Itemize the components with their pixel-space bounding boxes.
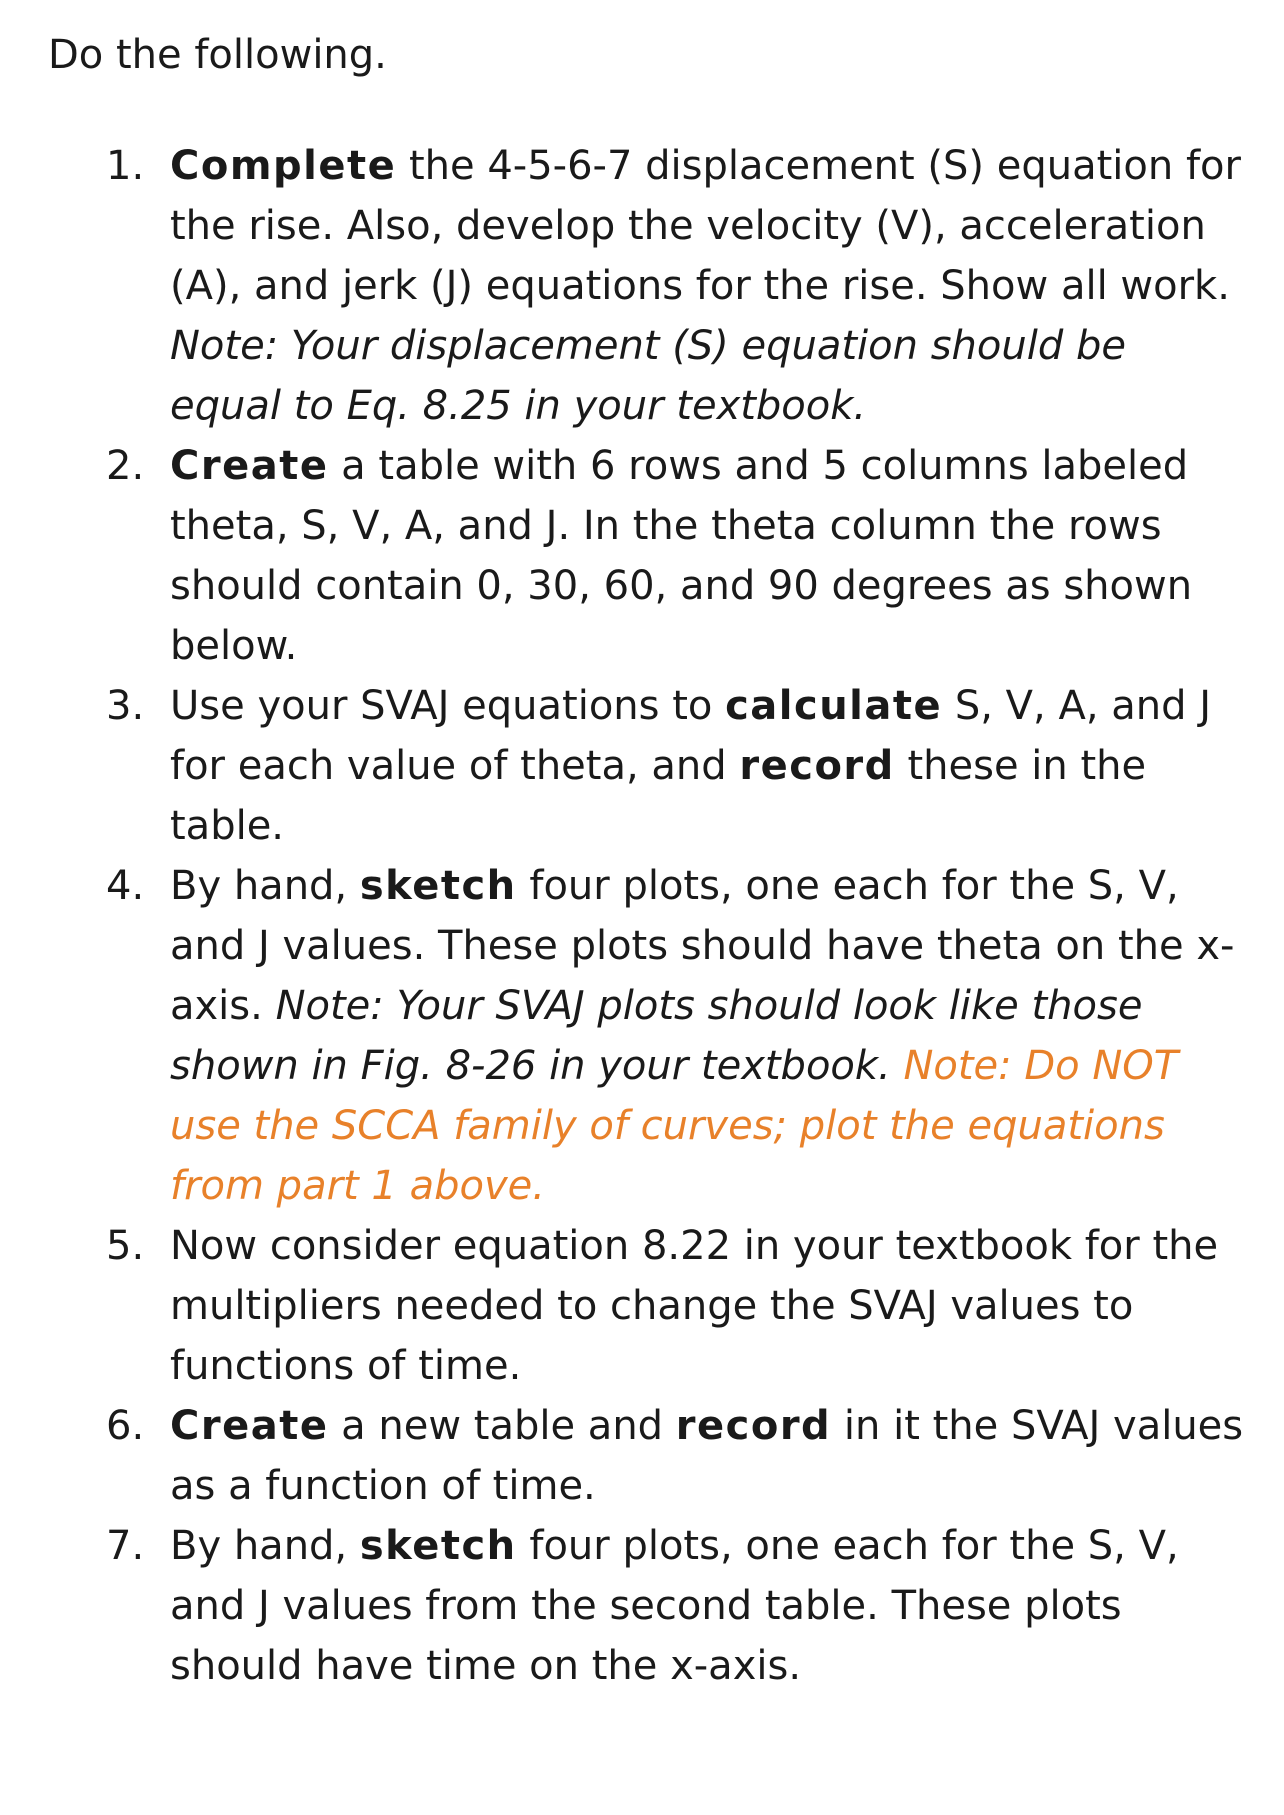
page-heading: Do the following. bbox=[48, 32, 387, 78]
task-text: these in the table. bbox=[170, 743, 1147, 849]
task-text: four plots, one each for the S, V, and J values. These plots should have theta on the x-axis. bbox=[170, 863, 1235, 1029]
task-list bbox=[0, 136, 1284, 1696]
task-keyword: record bbox=[675, 1403, 832, 1449]
task-text: By hand, bbox=[170, 1523, 360, 1569]
task-text: By hand, bbox=[170, 863, 360, 909]
task-item-6 bbox=[0, 1396, 1284, 1516]
task-item-2 bbox=[0, 436, 1284, 676]
task-keyword: Create bbox=[170, 1403, 329, 1449]
task-number: 5. bbox=[106, 1223, 145, 1269]
task-keyword: calculate bbox=[725, 683, 943, 729]
task-keyword: record bbox=[739, 743, 895, 789]
task-keyword: sketch bbox=[359, 1523, 517, 1569]
task-text: Now consider equation 8.22 in your textbook for the multipliers needed to change the SVAJ values to functions of time. bbox=[170, 1223, 1219, 1389]
task-item-5 bbox=[0, 1216, 1284, 1396]
task-item-4 bbox=[0, 856, 1284, 1216]
task-number: 6. bbox=[106, 1403, 145, 1449]
task-item-7 bbox=[0, 1516, 1284, 1696]
task-warning-note: Note: Do NOT use the SCCA family of curves; plot the equations from part 1 above. bbox=[170, 1043, 1179, 1209]
task-item-1 bbox=[0, 136, 1284, 436]
task-keyword: Complete bbox=[170, 143, 397, 189]
task-note: Note: Your SVAJ plots should look like those shown in Fig. 8-26 in your textbook. bbox=[170, 983, 1143, 1089]
task-text: a new table and bbox=[328, 1403, 676, 1449]
task-number: 2. bbox=[106, 443, 145, 489]
task-number: 4. bbox=[106, 863, 145, 909]
task-keyword: Create bbox=[170, 443, 329, 489]
task-text: in it the SVAJ values as a function of time. bbox=[170, 1403, 1244, 1509]
task-number: 3. bbox=[106, 683, 145, 729]
task-number: 7. bbox=[106, 1523, 145, 1569]
task-text: S, V, A, and J for each value of theta, and bbox=[170, 683, 1212, 789]
task-text: a table with 6 rows and 5 columns labeled theta, S, V, A, and J. In the theta column the rows should contain 0, 30, 60, and 90 degrees as shown below. bbox=[170, 443, 1193, 669]
task-text: the 4-5-6-7 displacement (S) equation for the rise. Also, develop the velocity (V), acceleration (A), and jerk (J) equations for the rise. Show all work. bbox=[170, 143, 1241, 309]
task-text: four plots, one each for the S, V, and J values from the second table. These plots should have time on the x-axis. bbox=[170, 1523, 1179, 1689]
task-text: Use your SVAJ equations to bbox=[170, 683, 726, 729]
task-item-3 bbox=[0, 676, 1284, 856]
task-number: 1. bbox=[106, 143, 145, 189]
task-note: Note: Your displacement (S) equation should be equal to Eq. 8.25 in your textbook. bbox=[170, 323, 1126, 429]
task-keyword: sketch bbox=[359, 863, 517, 909]
